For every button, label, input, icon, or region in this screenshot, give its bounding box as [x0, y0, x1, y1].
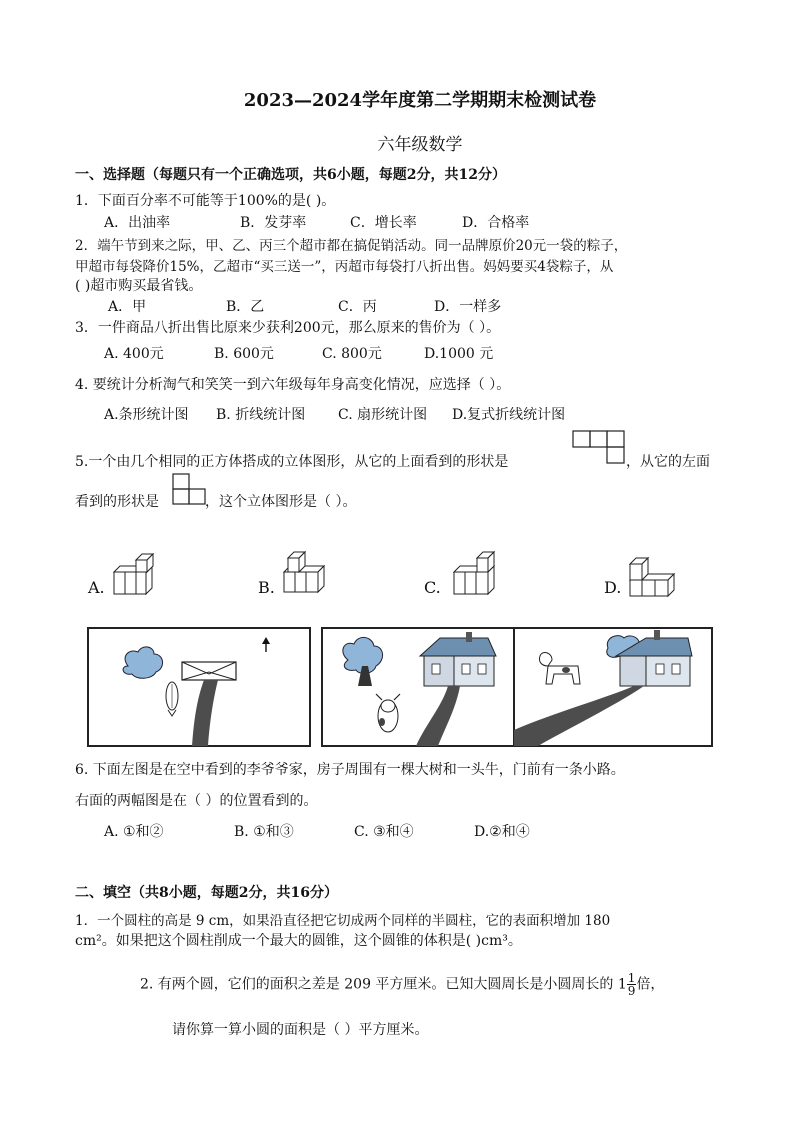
q6-option-a: A. ①和②	[104, 824, 164, 840]
question-1-5-line1a: 5.一个由几个相同的正方体搭成的立体图形，从它的上面看到的形状是	[75, 454, 509, 470]
q3-option-d: D.1000 元	[424, 346, 494, 362]
q2-option-d: D．一样多	[434, 299, 502, 315]
q5-option-b: B.	[258, 578, 275, 597]
question-2-2-line1	[140, 972, 664, 997]
question-1-1: 1．下面百分率不可能等于100%的是( )。	[75, 193, 336, 209]
section-heading-2: 二、填空（共8小题，每题2分，共16分）	[75, 885, 338, 901]
fraction-one-ninth	[627, 972, 637, 997]
q3-option-a: A. 400元	[104, 346, 164, 362]
q1-option-c: C．增长率	[350, 215, 417, 231]
q6-option-c: C. ③和④	[354, 824, 414, 840]
q3-option-c: C. 800元	[322, 346, 382, 362]
question-1-5-line1b: ，从它的左面	[626, 454, 710, 470]
page-subtitle: 六年级数学	[377, 135, 463, 155]
question-1-6-line2: 右面的两幅图是在（ ）的位置看到的。	[75, 793, 318, 809]
cube-figure-c	[452, 552, 506, 598]
q1-option-a: A．出油率	[104, 215, 171, 231]
q5-option-d: D.	[604, 578, 622, 597]
question-2-2-line1-text: 2. 有两个圆，它们的面积之差是 209 平方厘米。已知大圆周长是小圆周长的 1	[140, 976, 627, 993]
map-figure-q6	[86, 626, 716, 748]
q1-option-d: D．合格率	[462, 215, 530, 231]
q4-option-a: A.条形统计图	[104, 407, 189, 423]
question-2-2-line2: 请你算一算小圆的面积是（ ）平方厘米。	[172, 1022, 429, 1038]
top-view-shape	[572, 430, 626, 466]
cube-figure-b	[282, 550, 336, 596]
question-1-2-line3: ( )超市购买最省钱。	[75, 278, 203, 294]
question-1-5-line2a: 看到的形状是	[75, 494, 159, 510]
page-title: 2023—2024学年度第二学期期末检测试卷	[243, 90, 597, 111]
q5-option-c: C.	[424, 578, 441, 597]
q5-option-a: A.	[88, 578, 105, 597]
question-1-3: 3．一件商品八折出售比原来少获利200元，那么原来的售价为（ ）。	[75, 320, 501, 336]
q4-option-c: C. 扇形统计图	[338, 407, 428, 423]
q4-option-d: D.复式折线统计图	[452, 407, 566, 423]
q3-option-b: B. 600元	[214, 346, 274, 362]
q4-option-b: B. 折线统计图	[216, 407, 306, 423]
cube-figure-a	[112, 552, 164, 598]
q2-option-b: B．乙	[226, 299, 265, 315]
left-view-shape	[172, 473, 208, 507]
cube-figure-d	[628, 552, 686, 598]
section-heading-1: 一、选择题（每题只有一个正确选项，共6小题，每题2分，共12分）	[75, 167, 506, 183]
q2-option-c: C．丙	[338, 299, 377, 315]
q1-option-b: B．发芽率	[240, 215, 307, 231]
question-1-2-line1: 2．端午节到来之际，甲、乙、丙三个超市都在搞促销活动。同一品牌原价20元一袋的粽子，	[75, 238, 628, 254]
question-1-2-line2: 甲超市每袋降价15%，乙超市“买三送一”，丙超市每袋打八折出售。妈妈要买4袋粽子，从	[75, 259, 614, 275]
fraction-numerator: 1	[627, 971, 636, 985]
q6-option-b: B. ①和③	[234, 824, 294, 840]
question-1-4: 4. 要统计分析淘气和笑笑一到六年级每年身高变化情况，应选择（ ）。	[75, 377, 511, 393]
question-1-5-line2b: ，这个立体图形是（ ）。	[205, 494, 357, 510]
question-2-2-line1-end: 倍，	[636, 976, 665, 993]
q2-option-a: A．甲	[108, 299, 147, 315]
question-2-1-line1: 1．一个圆柱的高是 9 cm，如果沿直径把它切成两个同样的半圆柱，它的表面积增加 180	[75, 913, 611, 929]
aerial-house-icon	[182, 662, 236, 680]
question-1-6-line1: 6. 下面左图是在空中看到的李爷爷家，房子周围有一棵大树和一头牛，门前有一条小路。	[75, 762, 625, 778]
fraction-denominator: 9	[627, 984, 636, 998]
question-2-1-line2: cm²。如果把这个圆柱削成一个最大的圆锥，这个圆锥的体积是( )cm³。	[75, 933, 522, 949]
q6-option-d: D.②和④	[474, 824, 530, 840]
